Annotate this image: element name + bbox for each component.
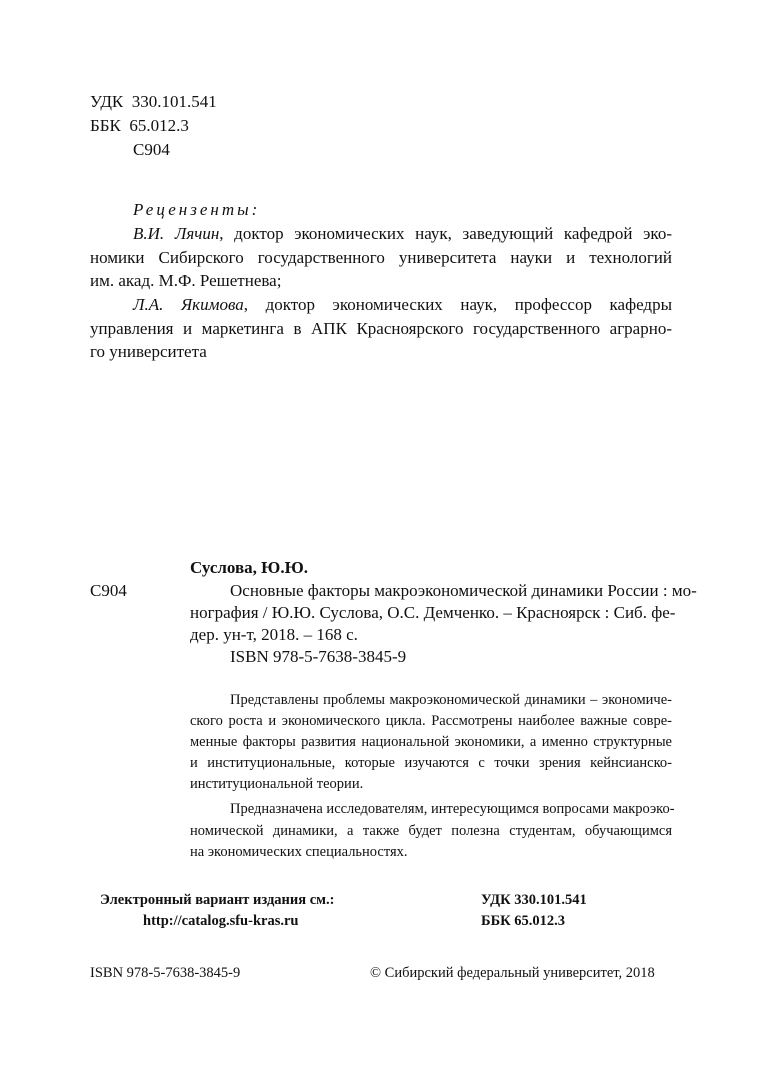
reviewer-1-line: В.И. Лячин, доктор экономических наук, заведующий кафедрой эко- [133, 224, 672, 243]
abstract-line: на экономических специальностях. [190, 844, 408, 860]
abstract-line: менные факторы развития национальной экономики, а именно структурные [190, 734, 672, 750]
catalog-line: дер. ун-т, 2018. – 168 с. [190, 625, 358, 644]
footer-bbk: ББК 65.012.3 [481, 913, 566, 929]
footer-udk: УДК 330.101.541 [481, 892, 587, 908]
udk-line: УДК 330.101.541 [90, 92, 217, 111]
reviewer-1-line: им. акад. М.Ф. Решетнева; [90, 271, 282, 290]
abstract-line: и институциональные, которые изучаются с точки зрения кейнсианско- [190, 755, 672, 771]
author-mark: С904 [133, 140, 170, 159]
bbk-line: ББК 65.012.3 [90, 116, 189, 135]
abstract-line: ского роста и экономического цикла. Рассмотрены наиболее важные совре- [190, 713, 672, 729]
reviewer-2-line: управления и маркетинга в АПК Красноярского государственного аграрно- [90, 319, 672, 338]
reviewer-1-line: номики Сибирского государственного университета науки и технологий [90, 248, 672, 267]
abstract-line: Представлены проблемы макроэкономической динамики – экономиче- [230, 692, 672, 708]
abstract-line: институциональной теории. [190, 776, 364, 792]
reviewer-2-line: Л.А. Якимова, доктор экономических наук, профессор кафедры [133, 295, 672, 314]
copyright: © Сибирский федеральный университет, 2018 [370, 965, 655, 981]
footer-isbn: ISBN 978-5-7638-3845-9 [90, 965, 241, 981]
reviewers-heading: Рецензенты: [133, 200, 261, 219]
electronic-url[interactable]: http://catalog.sfu-kras.ru [143, 913, 299, 929]
reviewer-2-line: го университета [90, 342, 207, 361]
catalog-mark: С904 [90, 581, 127, 600]
catalog-author: Суслова, Ю.Ю. [190, 558, 308, 577]
abstract-line: номической динамики, а также будет полезна студентам, обучающимся [190, 823, 672, 839]
electronic-label: Электронный вариант издания см.: [100, 892, 335, 908]
catalog-isbn: ISBN 978-5-7638-3845-9 [230, 647, 407, 666]
catalog-line: нография / Ю.Ю. Суслова, О.С. Демченко. – Красноярск : Сиб. фе- [190, 603, 676, 622]
abstract-line: Предназначена исследователям, интересующимся вопросами макроэко- [230, 801, 675, 817]
catalog-line: Основные факторы макроэкономической динамики России : мо- [230, 581, 697, 600]
